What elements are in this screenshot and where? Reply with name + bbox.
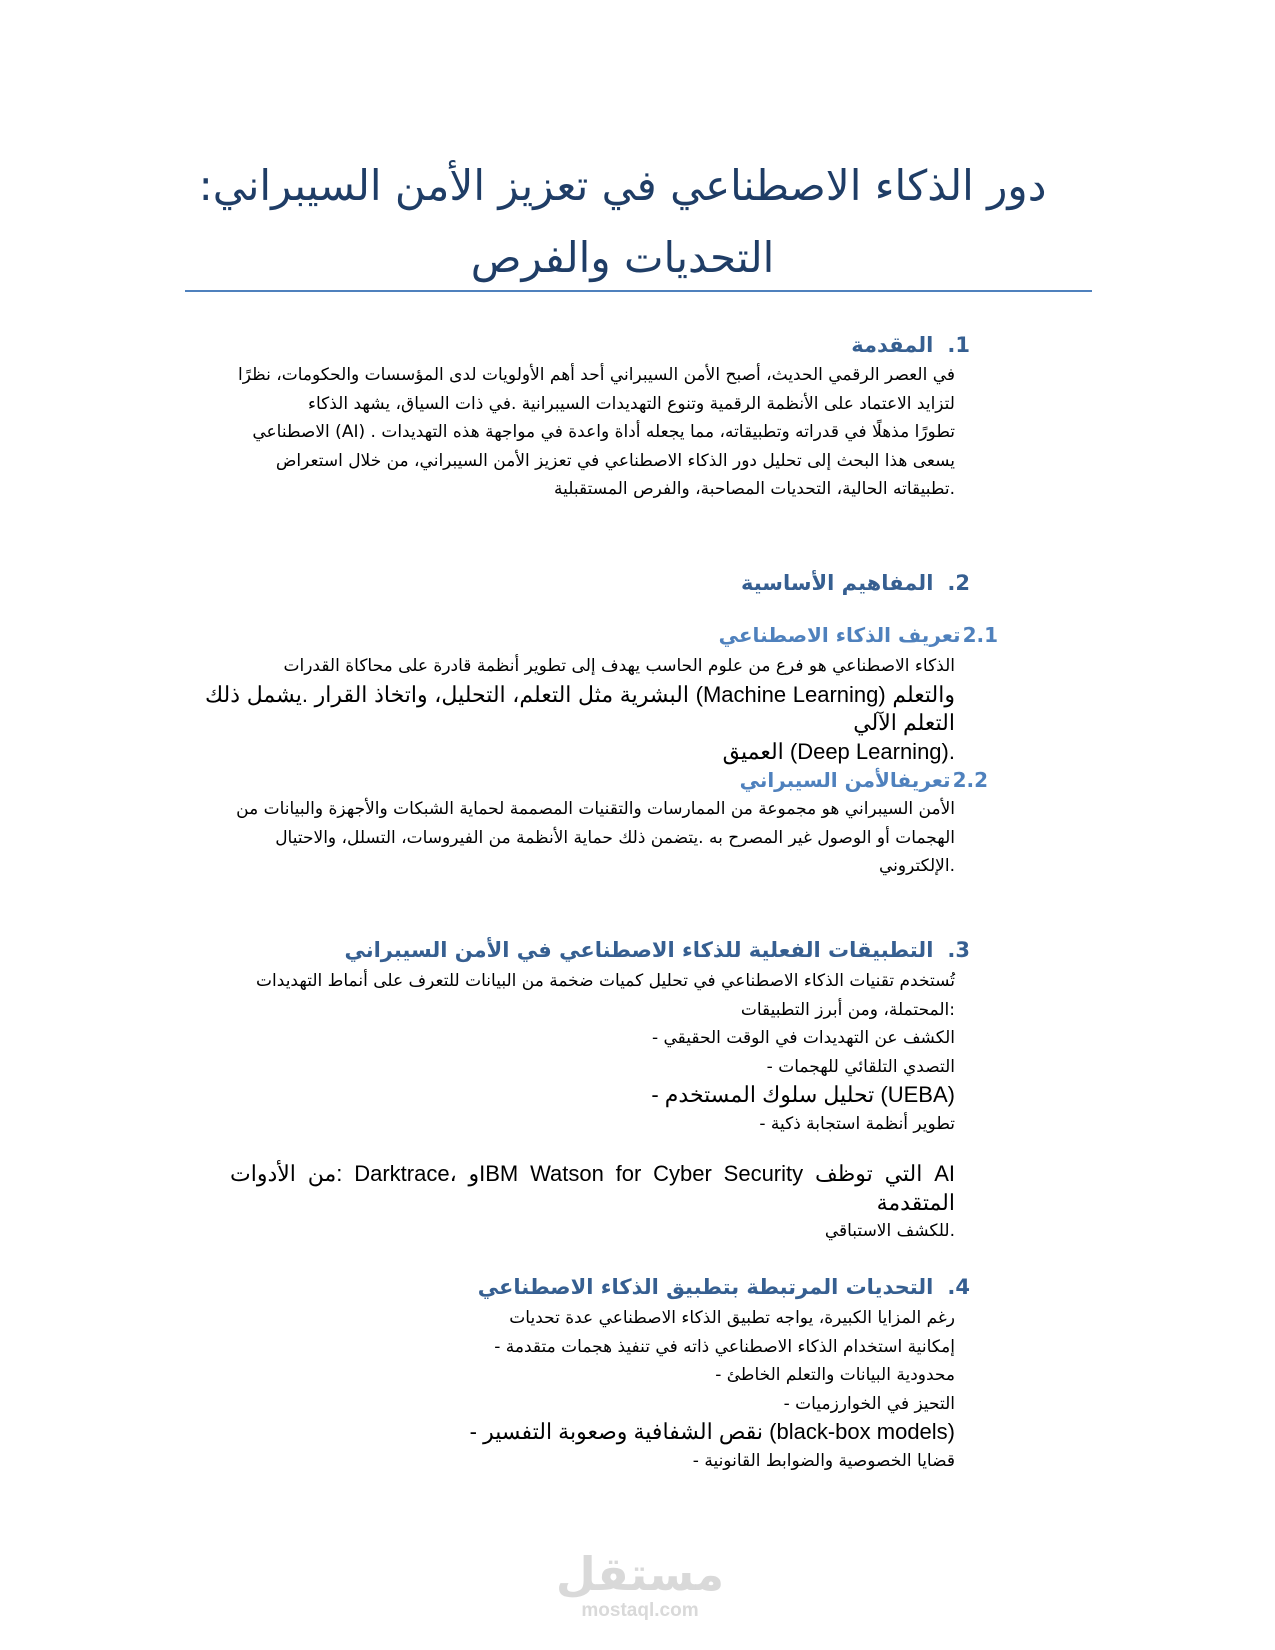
applications-list — [651, 1024, 955, 1138]
list-item: محدودية البيانات والتعلم الخاطئ - — [715, 1365, 955, 1385]
applications-intro-paragraph — [220, 967, 955, 1024]
section-title: التحديات المرتبطة بتطبيق الذكاء الاصطناعي — [477, 1275, 934, 1299]
section-heading-introduction — [851, 330, 970, 360]
list-item: التصدي التلقائي للهجمات - — [766, 1056, 955, 1077]
list-item: (black-box models) نقص الشفافية وصعوبة التفسير - — [469, 1419, 955, 1444]
section-heading-applications — [344, 935, 970, 965]
text-line: .الإلكتروني — [878, 856, 955, 876]
list-item: الكشف عن التهديدات في الوقت الحقيقي - — [651, 1028, 955, 1048]
page-title — [185, 150, 1060, 294]
ai-definition-paragraph — [205, 652, 955, 766]
text-line: الأمن السيبراني هو مجموعة من الممارسات والتقنيات المصممة لحماية الشبكات والأجهزة والبيانات من — [236, 799, 955, 819]
introduction-paragraph — [200, 361, 955, 504]
text-line: تُستخدم تقنيات الذكاء الاصطناعي في تحليل كميات ضخمة من البيانات للتعرف على أنماط التهديدات — [256, 971, 955, 991]
text-line: تطورًا مذهلًا في قدراته وتطبيقاته، مما يجعله أداة واعدة في مواجهة هذه التهديدات . (AI) الاصطناعي — [252, 422, 955, 442]
subsection-number: 2.1 — [962, 623, 998, 647]
section-title: المفاهيم الأساسية — [740, 571, 934, 595]
section-heading-basic-concepts — [741, 568, 970, 598]
section-number: 2. — [947, 571, 970, 595]
text-line: .للكشف الاستباقي — [824, 1221, 955, 1241]
applications-tools-paragraph — [230, 1160, 955, 1246]
section-number: 3. — [947, 938, 970, 962]
cybersecurity-definition-paragraph — [195, 795, 955, 881]
section-number: 1. — [947, 333, 970, 357]
text-line: والتعلم (Machine Learning) البشرية مثل التعلم، التحليل، واتخاذ القرار .يشمل ذلك التعلم الآلي — [205, 681, 955, 735]
subsection-title: تعريف الذكاء الاصطناعي — [718, 623, 961, 647]
list-item: إمكانية استخدام الذكاء الاصطناعي ذاته في تنفيذ هجمات متقدمة - — [494, 1336, 955, 1357]
watermark-logo: مستقل — [555, 1547, 725, 1601]
text-line: .(Deep Learning) العميق — [722, 738, 955, 764]
list-item: قضايا الخصوصية والضوابط القانونية - — [692, 1450, 955, 1471]
page-title-line-1: دور الذكاء الاصطناعي في تعزيز الأمن السيبراني: — [198, 161, 1047, 210]
text-line: :المحتملة، ومن أبرز التطبيقات — [740, 999, 955, 1020]
text-line: الذكاء الاصطناعي هو فرع من علوم الحاسب يهدف إلى تطوير أنظمة قادرة على محاكاة القدرات — [283, 656, 955, 676]
text-line: .تطبيقاته الحالية، التحديات المصاحبة، والفرص المستقبلية — [554, 479, 955, 499]
list-item: تطوير أنظمة استجابة ذكية - — [759, 1113, 955, 1134]
mostaql-watermark — [540, 1548, 740, 1622]
watermark-domain: mostaql.com — [581, 1600, 699, 1621]
challenges-list — [470, 1304, 955, 1475]
list-item: (UEBA) تحليل سلوك المستخدم - — [651, 1082, 955, 1107]
title-underline — [185, 290, 1092, 292]
text-line: الهجمات أو الوصول غير المصرح به .يتضمن ذلك حماية الأنظمة من الفيروسات، التسلل، والاحتيال — [275, 827, 955, 848]
text-line: يسعى هذا البحث إلى تحليل دور الذكاء الاصطناعي في تعزيز الأمن السيبراني، من خلال استعراض — [275, 450, 955, 471]
text-line: في العصر الرقمي الحديث، أصبح الأمن السيبراني أحد أهم الأولويات لدى المؤسسات والحكومات، نظرًا — [238, 365, 955, 385]
subsection-heading-ai-definition — [719, 620, 998, 650]
section-title: المقدمة — [851, 333, 934, 357]
list-item: التحيز في الخوارزميات - — [783, 1393, 955, 1414]
page-title-line-2: التحديات والفرص — [470, 233, 775, 282]
section-title: التطبيقات الفعلية للذكاء الاصطناعي في الأمن السيبراني — [344, 938, 934, 962]
section-heading-challenges — [478, 1272, 970, 1302]
subsection-number: 2.2 — [952, 768, 988, 792]
subsection-title: تعريفالأمن السيبراني — [739, 768, 951, 792]
subsection-heading-cybersecurity-definition — [740, 765, 988, 795]
text-line: AI التي توظف IBM Watson for Cyber Securityو ،Darktrace :من الأدوات المتقدمة — [230, 1161, 955, 1215]
list-intro: رغم المزايا الكبيرة، يواجه تطبيق الذكاء الاصطناعي عدة تحديات — [509, 1308, 955, 1328]
text-line: لتزايد الاعتماد على الأنظمة الرقمية وتنوع التهديدات السيبرانية .في ذات السياق، يشهد الذكاء — [307, 393, 955, 414]
section-number: 4. — [947, 1275, 970, 1299]
